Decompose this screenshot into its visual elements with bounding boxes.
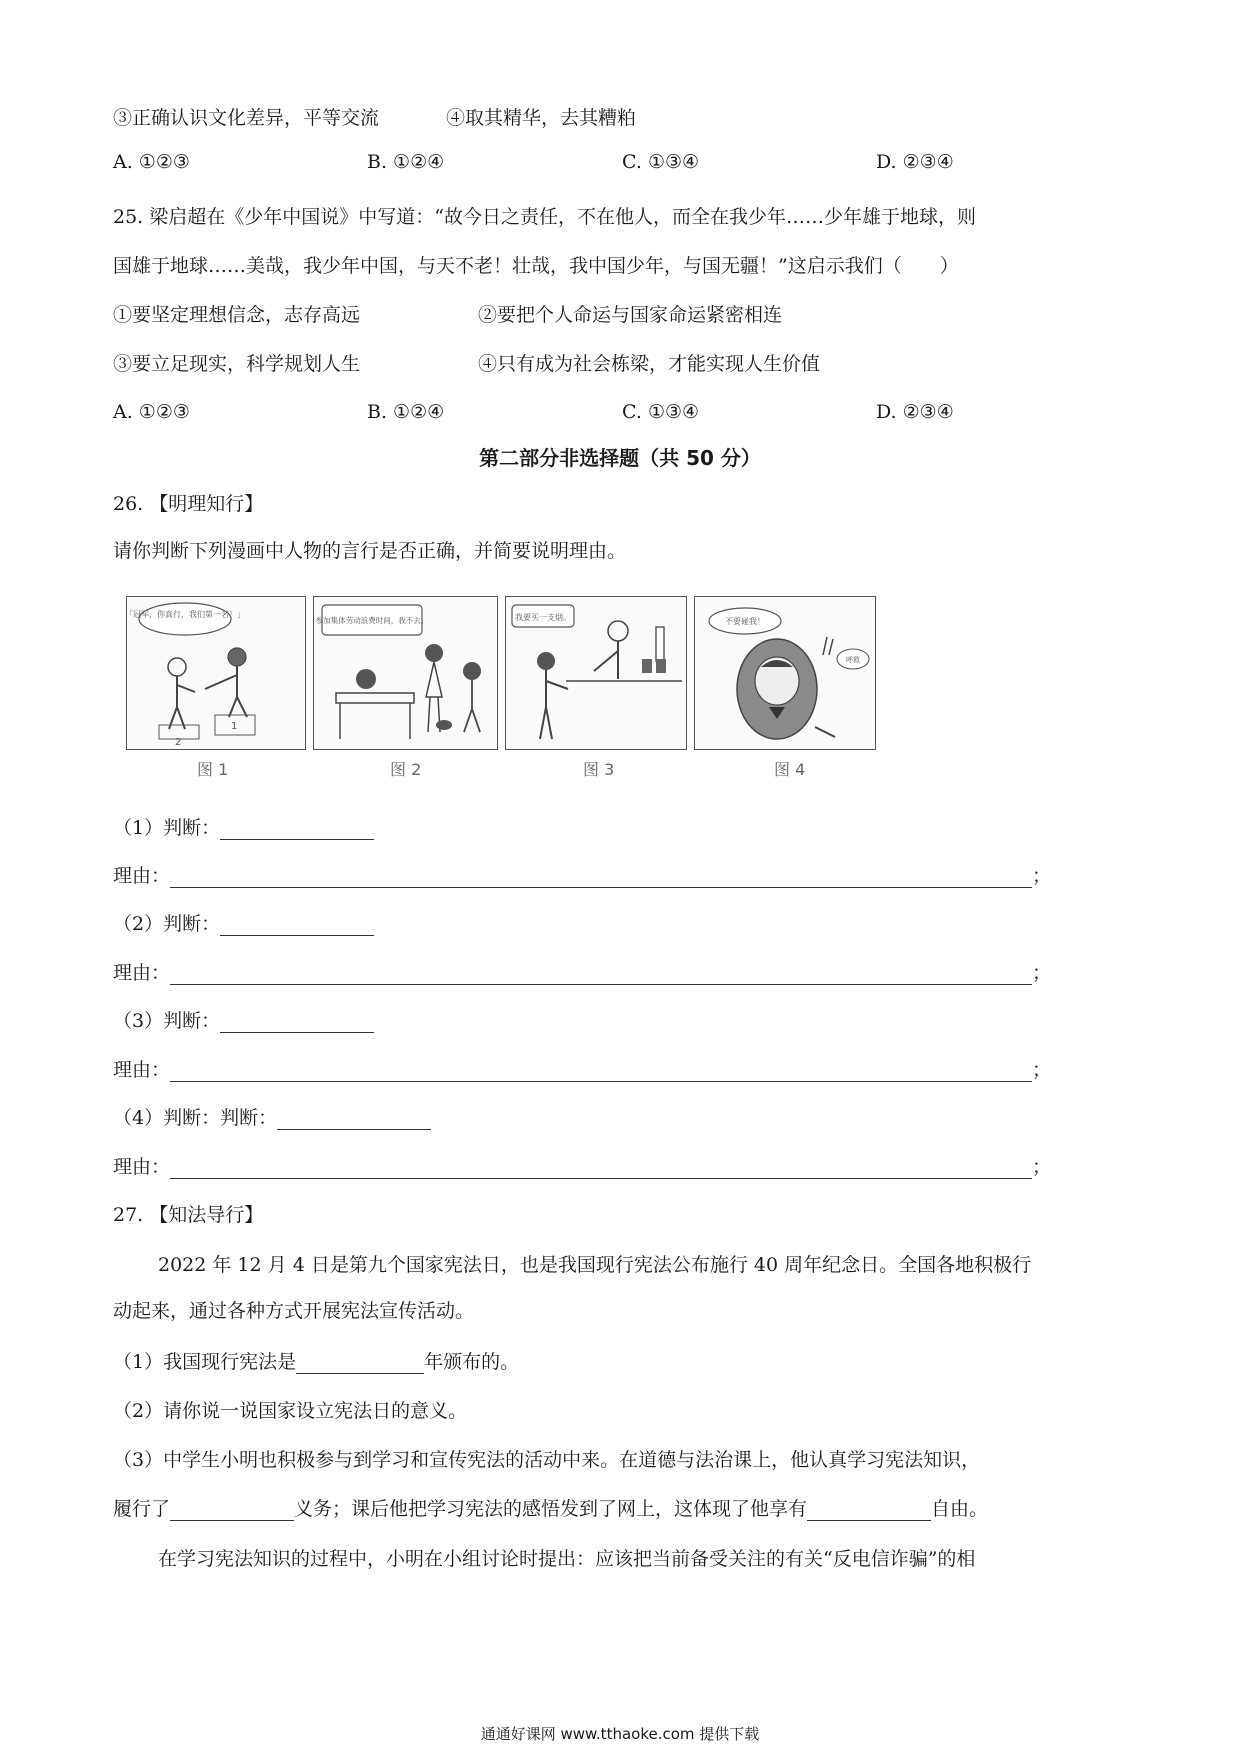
q26-reason-3-blank[interactable] [170, 1061, 1032, 1082]
q27-sub3-line2 [113, 1497, 988, 1521]
q25-option-a: A. ①②③ [113, 401, 190, 423]
comic-panel-1 [126, 596, 306, 750]
q26-judge-2 [113, 912, 374, 936]
comic-3-illustration [506, 597, 686, 749]
comic-caption-1: 图 1 [197, 760, 229, 779]
q27-sub1-blank[interactable] [296, 1353, 424, 1374]
q26-reason-3 [113, 1058, 1051, 1082]
q27-para1-line1: 2022 年 12 月 4 日是第九个国家宪法日，也是我国现行宪法公布施行 40 周年纪念日。全国各地积极行 [158, 1254, 1032, 1276]
q26-judge-2-blank[interactable] [220, 915, 374, 936]
q27-para1-line2: 动起来，通过各种方式开展宪法宣传活动。 [113, 1300, 475, 1322]
q27-sub1-text-a: （1）我国现行宪法是 [113, 1351, 297, 1373]
q26-judge-1 [113, 816, 374, 840]
q26-judge-3-label: （3）判断： [113, 1010, 221, 1032]
q24-item-3: ③正确认识文化差异，平等交流 [113, 107, 380, 129]
q26-judge-2-label: （2）判断： [113, 913, 221, 935]
comic-4-bubble-2: 呼救 [846, 656, 860, 664]
q25-stem-line-2: 国雄于地球……美哉，我少年中国，与天不老！壮哉，我中国少年，与国无疆！”这启示我们（ ） [113, 255, 959, 277]
q26-reason-1-blank[interactable] [170, 867, 1032, 888]
comic-panel-3 [505, 596, 687, 750]
q26-reason-1 [113, 864, 1051, 888]
q27-sub1 [113, 1350, 519, 1374]
section-2-title: 第二部分非选择题（共 50 分） [479, 446, 761, 470]
q27-sub2: （2）请你说一说国家设立宪法日的意义。 [113, 1400, 468, 1422]
q25-item-4: ④只有成为社会栋梁，才能实现人生价值 [478, 353, 821, 375]
q26-reason-2 [113, 961, 1051, 985]
q27-sub3-text-c: 自由。 [931, 1498, 989, 1520]
q26-judge-4-blank[interactable] [277, 1109, 431, 1130]
q26-reason-1-label: 理由： [113, 865, 171, 887]
q26-judge-1-label: （1）判断： [113, 817, 221, 839]
q24-option-b: B. ①②④ [367, 151, 445, 173]
q26-judge-4 [113, 1106, 431, 1130]
svg-text:1: 1 [231, 721, 238, 732]
comic-caption-3: 图 3 [583, 760, 615, 779]
q26-judge-1-blank[interactable] [220, 819, 374, 840]
svg-text:2: 2 [175, 737, 182, 748]
q26-reason-4-label: 理由： [113, 1156, 171, 1178]
q27-sub1-text-b: 年颁布的。 [424, 1351, 520, 1373]
comic-panel-4 [694, 596, 876, 750]
comic-4-bubble: 不要碰我！ [725, 617, 765, 626]
q27-sub3-blank-2[interactable] [807, 1500, 931, 1521]
q26-reason-1-end: ； [1032, 865, 1052, 887]
q24-option-a: A. ①②③ [113, 151, 190, 173]
q26-reason-3-end: ； [1032, 1059, 1052, 1081]
q26-judge-3-blank[interactable] [220, 1012, 374, 1033]
page-footer: 通通好课网 www.tthaoke.com 提供下载 [480, 1725, 760, 1743]
q26-judge-3 [113, 1009, 374, 1033]
comic-1-illustration [127, 597, 305, 749]
q24-item-4: ④取其精华，去其糟粕 [446, 107, 637, 129]
q26-reason-2-end: ； [1032, 962, 1052, 984]
q25-item-1: ①要坚定理想信念，志存高远 [113, 304, 361, 326]
q26-title: 26. 【明理知行】 [113, 493, 264, 515]
q25-option-c: C. ①③④ [622, 401, 700, 423]
q24-option-c: C. ①③④ [622, 151, 700, 173]
comic-4-illustration [695, 597, 875, 749]
q25-option-b: B. ①②④ [367, 401, 445, 423]
q26-reason-4-blank[interactable] [170, 1158, 1032, 1179]
q25-item-3: ③要立足现实，科学规划人生 [113, 353, 361, 375]
comic-caption-2: 图 2 [390, 760, 422, 779]
comic-panel-2 [313, 596, 498, 750]
q24-option-d: D. ②③④ [876, 151, 954, 173]
comic-2-illustration [314, 597, 497, 749]
q26-reason-4 [113, 1155, 1051, 1179]
q25-option-d: D. ②③④ [876, 401, 954, 423]
comic-2-bubble: 参加集体劳动浪费时间，我不去。 [315, 616, 429, 625]
q27-sub3-text-b: 义务；课后他把学习宪法的感悟发到了网上，这体现了他享有 [294, 1498, 808, 1520]
q26-reason-2-label: 理由： [113, 962, 171, 984]
comic-1-bubble: 「冠军，你真行，我们第一名！」 [127, 610, 245, 619]
q26-reason-4-end: ； [1032, 1156, 1052, 1178]
comic-3-bubble: 我要买一支烟。 [515, 613, 571, 622]
q25-stem-line-1: 25. 梁启超在《少年中国说》中写道：“故今日之责任，不在他人，而全在我少年……少年雄于地球，则 [113, 206, 976, 228]
q27-sub3-text-a: 履行了 [113, 1498, 171, 1520]
q27-title: 27. 【知法导行】 [113, 1204, 264, 1226]
q26-reason-2-blank[interactable] [170, 964, 1032, 985]
q26-instruction: 请你判断下列漫画中人物的言行是否正确，并简要说明理由。 [113, 540, 627, 562]
comic-caption-4: 图 4 [774, 760, 806, 779]
q25-item-2: ②要把个人命运与国家命运紧密相连 [478, 304, 783, 326]
q27-sub3-line1: （3）中学生小明也积极参与到学习和宣传宪法的活动中来。在道德与法治课上，他认真学习宪法知识， [113, 1449, 981, 1471]
q27-para2: 在学习宪法知识的过程中，小明在小组讨论时提出：应该把当前备受关注的有关“反电信诈骗”的相 [158, 1548, 976, 1570]
q27-sub3-blank-1[interactable] [170, 1500, 294, 1521]
q26-judge-4-label: （4）判断：判断： [113, 1107, 278, 1129]
q26-reason-3-label: 理由： [113, 1059, 171, 1081]
